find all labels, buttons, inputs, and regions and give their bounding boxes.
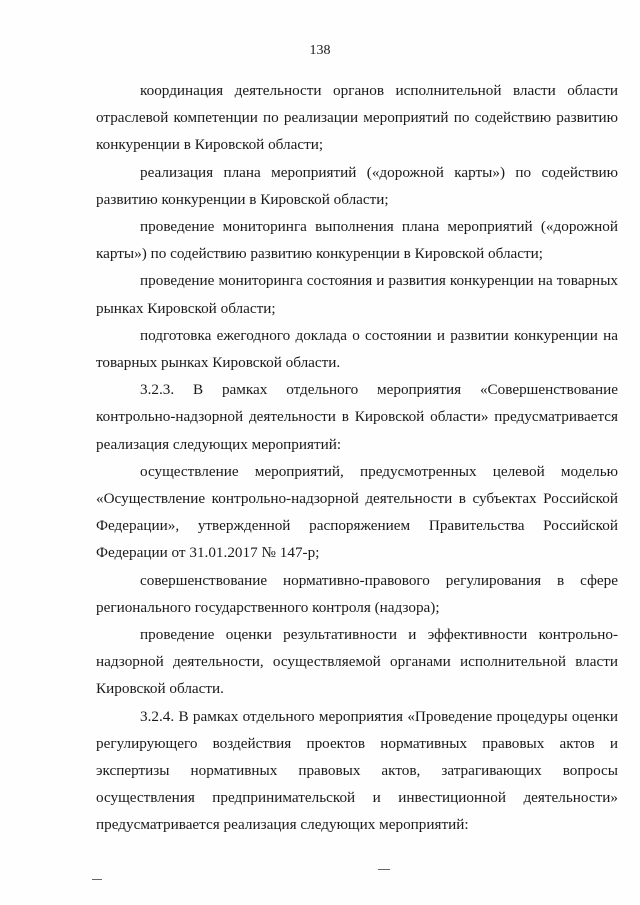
paragraph: 3.2.4. В рамках отдельного мероприятия «Проведение процедуры оценки регулирующего воздействия проектов нормативных правовых актов и экспертизы нормативных правовых актов, затрагивающих вопросы осуществления предпринимательской и инвестиционной деятельности» предусматривается реализация следующих мероприятий: (96, 707, 618, 834)
paragraph: совершенствование нормативно-правового регулирования в сфере регионального государственного контроля (надзора); (96, 571, 618, 616)
page-number: 138 (309, 43, 331, 58)
scan-mark (378, 869, 390, 870)
paragraph: реализация плана мероприятий («дорожной карты») по содействию развитию конкуренции в Кировской области; (96, 163, 618, 208)
paragraph: осуществление мероприятий, предусмотренных целевой моделью «Осуществление контрольно-надзорной деятельности в субъектах Российской Федерации», утвержденной распоряжением Правительства Российской Федерации от 31.01.2017 № 147-р; (96, 462, 618, 562)
paragraph: проведение мониторинга выполнения плана мероприятий («дорожной карты») по содействию развитию конкуренции в Кировской области; (96, 218, 618, 263)
body-text (96, 77, 618, 839)
paragraph: проведение мониторинга состояния и развития конкуренции на товарных рынках Кировской области; (96, 272, 618, 317)
scan-mark (92, 879, 102, 880)
paragraph: проведение оценки результативности и эффективности контрольно-надзорной деятельности, осуществляемой органами исполнительной власти Кировской области. (96, 626, 618, 698)
paragraph: подготовка ежегодного доклада о состоянии и развитии конкуренции на товарных рынках Кировской области. (96, 326, 618, 372)
paragraph: 3.2.3. В рамках отдельного мероприятия «Совершенствование контрольно-надзорной деятельности в Кировской области» предусматривается реализация следующих мероприятий: (96, 381, 618, 453)
paragraph: координация деятельности органов исполнительной власти области отраслевой компетенции по реализации мероприятий по содействию развитию конкуренции в Кировской области; (96, 82, 618, 154)
